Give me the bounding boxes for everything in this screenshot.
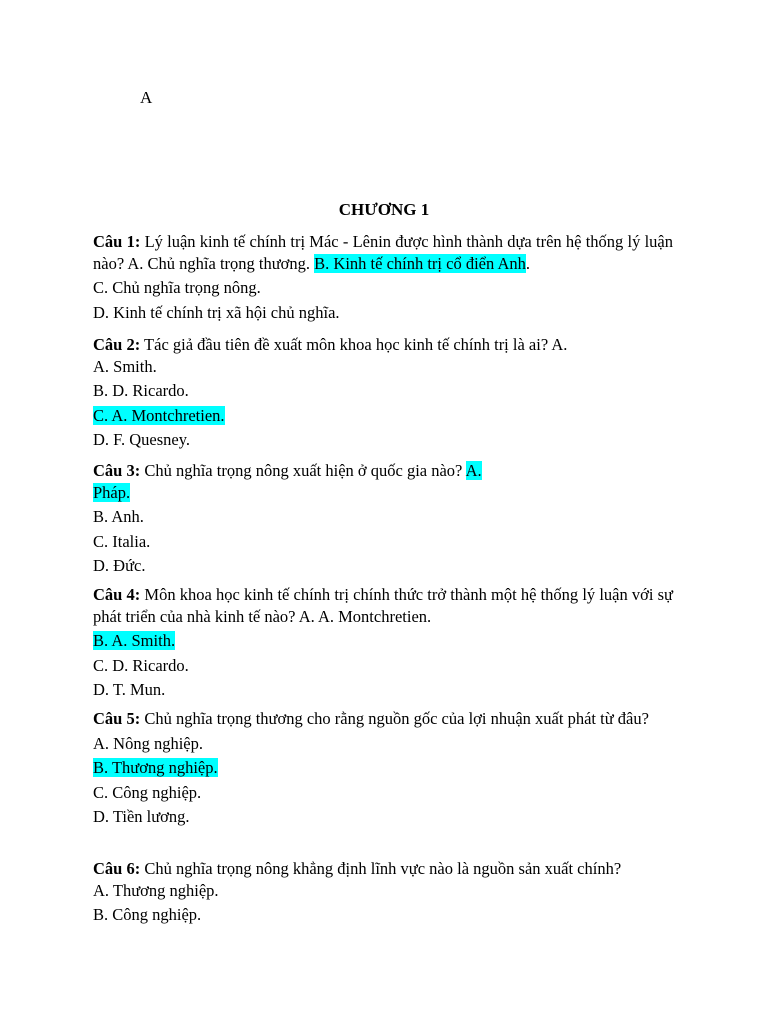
question-6 bbox=[93, 858, 673, 926]
option-d: D. T. Mun. bbox=[93, 680, 166, 699]
question-text bbox=[93, 334, 673, 356]
question-5 bbox=[93, 708, 673, 828]
answer-highlight: B. Thương nghiệp. bbox=[93, 758, 218, 777]
question-2 bbox=[93, 334, 673, 451]
question-body-end: . bbox=[525, 253, 531, 273]
question-label: Câu 6: bbox=[93, 859, 141, 878]
question-text bbox=[93, 231, 673, 274]
option-a: A. Smith. bbox=[93, 356, 157, 376]
option-c: C. Italia. bbox=[93, 531, 151, 551]
answer-highlight: C. A. Montchretien. bbox=[93, 405, 225, 425]
option-d: D. F. Quesney. bbox=[93, 430, 191, 449]
question-label: Câu 4: bbox=[93, 585, 141, 604]
option-d: D. Đức. bbox=[93, 556, 146, 575]
option-b: B. Công nghiệp. bbox=[93, 905, 202, 924]
question-text bbox=[93, 460, 673, 503]
question-body: Chủ nghĩa trọng nông khẳng định lĩnh vực nào là nguồn sản xuất chính? bbox=[140, 859, 622, 878]
option-c: C. Chủ nghĩa trọng nông. bbox=[93, 278, 261, 297]
question-text bbox=[93, 708, 673, 730]
option-a: A. Nông nghiệp. bbox=[93, 733, 203, 753]
answer-highlight: A. bbox=[465, 461, 482, 480]
question-label: Câu 2: bbox=[93, 335, 141, 354]
answer-highlight: B. A. Smith. bbox=[93, 631, 176, 650]
question-body: Môn khoa học kinh tế chính trị chính thức trở thành một hệ thống lý luận với sự phát triển của nhà kinh tế nào? A. A. Montchretien. bbox=[93, 585, 673, 626]
question-text bbox=[93, 584, 673, 627]
question-label: Câu 5: bbox=[93, 709, 141, 728]
option-a: A. Thương nghiệp. bbox=[93, 880, 219, 900]
question-body: Lý luận kinh tế chính trị Mác - Lênin được hình thành dựa trên hệ thống lý luận nào? A. Chủ nghĩa trọng thương. bbox=[93, 232, 673, 273]
question-label: Câu 1: bbox=[93, 232, 141, 251]
option-b bbox=[93, 630, 673, 652]
option-c: C. Công nghiệp. bbox=[93, 782, 202, 802]
answer-highlight-cont: Pháp. bbox=[93, 482, 131, 502]
question-label: Câu 3: bbox=[93, 461, 141, 480]
option-d: D. Kinh tế chính trị xã hội chủ nghĩa. bbox=[93, 302, 340, 322]
question-1 bbox=[93, 231, 673, 323]
option-b: B. D. Ricardo. bbox=[93, 381, 189, 400]
question-text bbox=[93, 858, 673, 880]
answer-highlight: B. Kinh tế chính trị cổ điển Anh bbox=[314, 253, 526, 273]
corner-letter: A bbox=[140, 88, 153, 107]
option-b: B. Anh. bbox=[93, 507, 144, 526]
question-3 bbox=[93, 460, 673, 577]
option-b bbox=[93, 757, 673, 779]
chapter-title: CHƯƠNG 1 bbox=[338, 200, 430, 219]
question-4 bbox=[93, 584, 673, 701]
question-body: Chủ nghĩa trọng thương cho rằng nguồn gốc của lợi nhuận xuất phát từ đâu? bbox=[140, 709, 649, 728]
question-body: Tác giả đầu tiên đề xuất môn khoa học kinh tế chính trị là ai? A. bbox=[140, 335, 568, 354]
question-body: Chủ nghĩa trọng nông xuất hiện ở quốc gia nào? bbox=[140, 461, 466, 480]
option-d: D. Tiền lương. bbox=[93, 807, 190, 826]
option-c: C. D. Ricardo. bbox=[93, 655, 189, 675]
option-c bbox=[93, 405, 673, 427]
